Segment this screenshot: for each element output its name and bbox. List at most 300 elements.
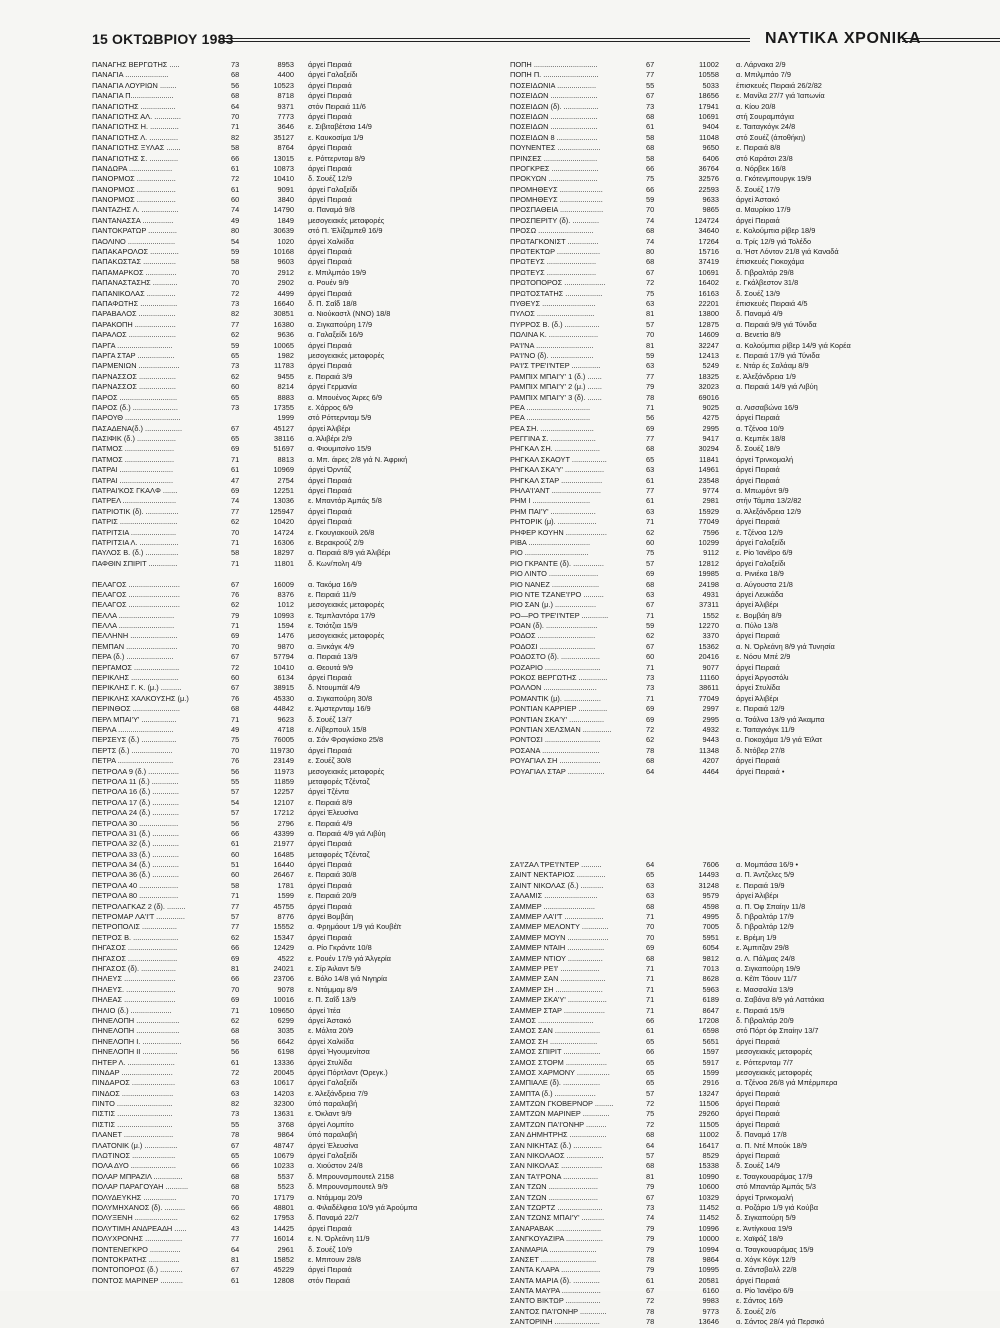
build-year: 59 [231,247,240,257]
ship-status: δ. Μπρουνσμπουτελ 2158 [308,1171,394,1181]
ship-status: ε. Ρίο Ίανέϊρο 6/9 [736,548,793,558]
build-year: 82 [231,132,240,142]
ship-name: ΣΑΝ ΤΖΩΝ ........................ [510,1192,598,1202]
ship-name: ΠΡΟΜΗΘΕΥΣ ..................... [510,195,603,205]
build-year: 75 [646,288,655,298]
build-year: 71 [231,537,240,547]
build-year: 63 [646,298,655,308]
ship-name: ΡΗΜ ΠΑΙ'Υ' ...................... [510,506,596,516]
ship-name: ΠΛΩΤΙΝΟΣ ..................... [92,1151,176,1161]
build-year: 68 [646,901,655,911]
build-year: 61 [646,122,655,132]
ship-name: ΣΑΝ ΤΖΩΝ ........................ [510,1182,598,1192]
deadweight: 30851 [273,309,294,319]
ship-name: ΡΗΓΚΑΛ ΣΗ. ...................... [510,444,600,454]
ship-name: ΡΑ'Ι'ΝΟ (δ). ..................... [510,350,594,360]
deadweight: 10994 [698,1244,719,1254]
build-year: 67 [231,652,240,662]
deadweight: 8529 [702,1151,719,1161]
ship-name: ΠΕΡΑ (δ.) ....................... [92,652,174,662]
ship-name: ΣΑΝΤΑ ΜΑΡΙΑ (δ). ............. [510,1275,600,1285]
build-year: 71 [231,454,240,464]
ship-status: ε. Βερακρούζ 2/9 [308,537,364,547]
build-year: 70 [231,111,240,121]
build-year: 67 [231,579,240,589]
ship-name: ΠΡΩΤΟΠΟΡΟΣ .................... [510,278,606,288]
ship-status: ε. Σουέζ 30/8 [308,756,352,766]
ship-status: α. Μαυρίκιο 17/9 [736,205,791,215]
ship-name: ΡΙΟ ΓΚΡΑΝΤΕ (δ). ............... [510,558,604,568]
deadweight: 4207 [702,756,719,766]
build-year: 78 [646,1317,655,1327]
build-year: 61 [646,1026,655,1036]
ship-name: ΠΡΩΤΕΥΣ ........................ [510,267,597,277]
build-year: 70 [231,1192,240,1202]
ship-name: ΠΡΩΤΕΚΤΩΡ ..................... [510,247,601,257]
ship-status: μεταφορές Τζένταζ [308,849,370,859]
ship-status: άργεί Άστακό [736,195,780,205]
deadweight: 22593 [698,184,719,194]
ship-status: α. Τσάλνα 13/9 γιά Άκαμπα [736,714,825,724]
ship-name: ΠΑΡΝΑΣΣΟΣ .................. [92,382,176,392]
deadweight: 5523 [277,1182,294,1192]
ship-status: ε. Πειραιά 12/9 [736,704,785,714]
build-year: 67 [646,600,655,610]
ship-status: δ. Σουέζ 18/9 [736,444,780,454]
ship-status: άργεί Γαλαξείδι [308,1151,358,1161]
build-year: 70 [646,922,655,932]
ship-status: άργεί Πειραιά [308,247,352,257]
ship-name: ΠΕΤΡΟΠΟΛΙΣ ................. [92,922,177,932]
deadweight: 4932 [702,725,719,734]
ship-name: ΣΑΝ ΝΙΚΟΛΑΟΣ .................. [510,1151,604,1161]
ship-status: άργεί Τζέντα [308,787,349,797]
deadweight: 10969 [273,465,294,475]
deadweight: 9091 [277,184,294,194]
deadweight: 11859 [273,776,294,786]
build-year: 63 [646,361,655,371]
build-year: 51 [231,860,240,870]
deadweight: 5033 [702,80,719,90]
ship-status: άργεί Πειραιά [736,475,780,485]
build-year: 65 [646,1036,655,1046]
build-year: 76 [231,589,240,599]
ship-status: ε. Καυκοσίμα 1/9 [308,132,364,142]
ship-status: α. Φιουμιτσίνο 15/9 [308,444,372,454]
build-year: 79 [646,1234,655,1244]
deadweight: 38611 [698,683,719,693]
ship-status: ε. Μπιλμπάο 19/9 [308,267,367,277]
ship-name: ΣΑΜΤΖΩΝ ΜΑΡΙΝΕΡ ............. [510,1109,610,1119]
ship-status: άργεί Πειραιά [308,1223,352,1233]
ship-status: μεσογειακές μεταφορές [308,215,385,225]
deadweight: 13631 [273,1109,294,1119]
ship-name: ΡΙΟ ΝΑΝΕΖ ....................... [510,579,600,589]
ship-name: ΣΑΜΜΕΡ ΜΕΛΟΝΤΥ ............. [510,922,609,932]
ship-name: ΠΡΟΣΠΕΡΙΤΥ (δ). ............. [510,215,600,225]
ship-status: α. Γκότενμπουργκ 19/9 [736,174,812,184]
deadweight: 8953 [277,60,294,69]
ship-name: ΠΕΤΡΟΛΑ 80 ................... [92,891,179,901]
ship-status: ε. Ταιταγκόγκ 24/8 [736,122,796,132]
deadweight: 2995 [702,423,719,433]
ship-name: ΠΑΤΡΙΣ ............................ [92,517,178,527]
deadweight: 14961 [698,465,719,475]
ship-status: άργεί Τρινκομαλή [736,1192,794,1202]
build-year: 68 [646,953,655,963]
deadweight: 9774 [702,486,719,496]
ship-status: μεταφορές Τζένταζ [308,776,370,786]
ship-status: ε. Πειραιά 11/9 [308,589,356,599]
ship-status: στό Μπαντάρ Άμπάς 5/3 [736,1182,817,1192]
deadweight: 14609 [698,330,719,340]
ship-status: άργεί Πειραιά • [736,766,785,776]
build-year: 72 [231,662,240,672]
ship-name: ΠΑΤΡΙΤΣΙΑ ...................... [92,527,177,537]
ship-name: ΠΑΠΑΜΑΡΚΟΣ ............... [92,267,177,277]
build-year: 59 [231,340,240,350]
deadweight: 6160 [702,1286,719,1296]
ship-status: άργεί Τρινκομαλή [736,454,794,464]
build-year: 70 [231,984,240,994]
ship-name: ΡΗΓΚΑΛ ΣΤΑΡ .................... [510,475,603,485]
ship-name: ΠΟΝΤΕΝΕΓΚΡΟ ............... [92,1244,181,1254]
ship-status: α. Ρινιέκα 18/9 [736,569,784,579]
build-year: 72 [231,1067,240,1077]
deadweight: 10410 [273,174,294,184]
ship-name: ΠΕΡΙΝΘΟΣ ....................... [92,704,180,714]
ship-name: ΠΡΟΓΚΡΕΣ ....................... [510,163,599,173]
ship-status: ε. Τζένοα 12/9 [736,527,783,537]
ship-status: ε. Λίβερπουλ 15/8 [308,725,367,734]
deadweight: 13015 [273,153,294,163]
deadweight: 1982 [277,350,294,360]
build-year: 60 [231,382,240,392]
ship-name: ΠΑΝΑΓΙΩΤΗΣ Σ. .............. [92,153,179,163]
deadweight: 14493 [698,870,719,880]
build-year: 66 [231,943,240,953]
deadweight: 10617 [273,1078,294,1088]
build-year: 65 [646,1078,655,1088]
ship-status: α. Ήστ Λόντον 21/8 γιά Καναδά [736,247,839,257]
ship-status: α. Χιούστον 24/8 [308,1161,363,1171]
deadweight: 5249 [702,361,719,371]
ship-name: ΣΑΜΜΕΡ ΜΟΥΝ .................... [510,932,609,942]
build-year: 56 [231,1036,240,1046]
ship-name: ΠΑΝΤΑΝΑΣΣΑ ............... [92,215,174,225]
build-year: 67 [231,1265,240,1275]
ship-status: δ. Μπρουνσμπουτελ 9/9 [308,1182,388,1192]
deadweight: 9603 [277,257,294,267]
ship-status: α. Π. Ντέ Μπούκ 18/9 [736,1140,807,1150]
ship-name: ΠΡΩΤΕΥΣ ........................ [510,257,597,267]
build-year: 61 [231,163,240,173]
ship-name: ΠΑΝΑΓΙΩΤΗΣ ΞΥΛΑΣ ....... [92,143,181,153]
deadweight: 10299 [698,537,719,547]
deadweight: 2916 [702,1078,719,1088]
ship-name: ΠΕΤΡΟΣ Β. ...................... [92,932,179,942]
ship-status: άργεί Πειραιά [736,1088,780,1098]
ship-status: α. Γαλαξείδι 16/9 [308,330,364,340]
build-year: 68 [646,226,655,236]
ship-status: α. Χόγκ Κόγκ 12/9 [736,1254,796,1264]
ship-status: α. Άλεξάνδρεια 12/9 [736,506,801,516]
ship-name: ΣΑΜΠΤΑ (δ.) .................... [510,1088,596,1098]
build-year: 73 [231,298,240,308]
deadweight: 12413 [698,350,719,360]
deadweight: 29260 [698,1109,719,1119]
deadweight: 51697 [273,444,294,454]
ship-status: ε. Ντάμμαμ 8/9 [308,984,358,994]
ship-status: ε. Πειραιά 30/8 [308,870,357,880]
ship-name: ΡΗΛΑ'Ι'ΑΝΤ ........................ [510,486,601,496]
ship-status: άργεί Πειραιά [308,361,352,371]
ship-name: ΠΑΠΑΦΩΤΗΣ .................. [92,298,178,308]
deadweight: 13247 [698,1088,719,1098]
ship-status: α. Ρίο Ίανέϊρο 6/9 [736,1286,794,1296]
build-year: 68 [231,1026,240,1036]
build-year: 69 [646,423,655,433]
deadweight: 9633 [702,195,719,205]
deadweight: 10065 [273,340,294,350]
ship-status: άργεί Πειραιά [736,215,780,225]
build-year: 71 [646,963,655,973]
deadweight: 11801 [273,558,294,568]
deadweight: 30294 [698,444,719,454]
ship-status: άργεί Γαλαξείδι [736,558,786,568]
deadweight: 9812 [702,953,719,963]
ship-status: άργεί Ίτέα [308,1005,341,1015]
ship-status: ε. Γκουγιακουίλ 26/8 [308,527,375,537]
deadweight: 24198 [698,579,719,589]
build-year: 65 [231,350,240,360]
build-year: 62 [231,600,240,610]
ship-status: άργεί Όρντάζ [308,465,352,475]
ship-name: ΠΑΤΡΑΙ .......................... [92,465,174,475]
ship-name: ΠΑΡΑΛΟΣ ....................... [92,330,176,340]
ship-status: α. Μομπάσα 16/9 • [736,860,799,870]
ship-name: ΠΑΝΟΡΜΟΣ ................... [92,195,176,205]
ship-status: ε. Ταιταγκόγκ 11/9 [736,725,795,734]
build-year: 68 [231,1182,240,1192]
build-year: 75 [231,735,240,745]
deadweight: 35127 [273,132,294,142]
ship-name: ΠΗΤΕΡ Λ. ....................... [92,1057,175,1067]
ship-name: ΣΑΜΜΕΡ ΝΤΑΙΗ .................. [510,943,605,953]
ship-name: ΣΑΝΤΟΣ ΠΑ'Ι'ΟΝΗΡ ............. [510,1306,607,1316]
deadweight: 9417 [702,434,719,444]
build-year: 70 [646,330,655,340]
deadweight: 4464 [702,766,719,776]
ship-status: στό Καράτσι 23/8 [736,153,793,163]
ship-status: α. Τζένοα 26/8 γιά Μπέρμπερα [736,1078,838,1088]
build-year: 63 [646,465,655,475]
ship-status: άργεί Πειραιά [308,163,352,173]
ship-status: α. Σαβάνα 8/9 γιά Λαττάκια [736,995,825,1005]
build-year: 59 [646,350,655,360]
deadweight: 36764 [698,163,719,173]
ship-status: ε. Βόλο 14/8 γιά Νιγηρία [308,974,388,984]
ship-status: άργεί Γαλαξείδι [736,537,786,547]
ship-name: ΣΑΝΓΚΟΥΑΖΙΡΑ .................. [510,1234,603,1244]
deadweight: 5537 [277,1171,294,1181]
ship-status: ε. Σιβιταβέτσια 14/9 [308,122,372,132]
ship-name: ΠΟΛΑ ΔΥΟ ...................... [92,1161,176,1171]
ship-name: ΣΑΝ ΤΑ'Ι'ΡΟΝΑ ................. [510,1171,599,1181]
ship-status: ε. Πειραιά 8/9 [308,797,353,807]
ship-status: α. Ν. Όρλεάνη 8/9 γιά Τυνησία [736,641,835,651]
ship-name: ΡΟΥΑΓΙΑΛ ΣΤΑΡ .................. [510,766,605,776]
build-year: 81 [231,1254,240,1264]
ship-status: α. Σάντσβαλλ 22/8 [736,1265,797,1275]
build-year: 81 [646,309,655,319]
ship-status: μεσογειακές μεταφορές [308,766,385,776]
build-year: 64 [646,860,655,870]
build-year: 69 [646,943,655,953]
ship-name: ΣΑΜΟΣ ΣΠΙΡΙΤ .................. [510,1047,601,1057]
build-year: 65 [646,870,655,880]
build-year: 67 [646,267,655,277]
build-year: 71 [646,974,655,984]
build-year: 68 [231,1171,240,1181]
build-year: 69 [231,953,240,963]
ship-name: ΠΡΟΣΠΑΘΕΙΑ ..................... [510,205,604,215]
ship-name: ΣΑΜΜΕΡ ΛΑ'Ι'Τ ................... [510,912,604,922]
deadweight: 10996 [698,1223,719,1233]
build-year: 71 [646,662,655,672]
build-year: 75 [646,1109,655,1119]
ship-status: άργεί Γαλαξείδι [308,70,358,80]
ship-status: ε. Ρόττερνταμ 8/9 [308,153,366,163]
deadweight: 1599 [702,1067,719,1077]
deadweight: 9636 [277,330,294,340]
ship-status: άργεί Πειραιά [308,932,352,942]
ship-status: άργεί Άλιβέρι [736,891,779,901]
build-year: 61 [231,839,240,849]
ship-name: ΠΟΣΕΙΔΩΝ ....................... [510,111,598,121]
build-year: 73 [646,1202,655,1212]
ship-status: άργεί Χαλκίδα [308,236,354,246]
ship-status: άργεί Πειραιά [736,413,780,423]
deadweight: 1599 [277,891,294,901]
build-year: 81 [231,963,240,973]
deadweight: 10600 [698,1182,719,1192]
ship-name: ΠΟΛΥΔΕΥΚΗΣ ................ [92,1192,177,1202]
ship-status: ε. Τεμπλαντόρα 17/9 [308,610,376,620]
ship-status: α. Ντάμμαμ 20/9 [308,1192,363,1202]
build-year: 68 [646,111,655,121]
ship-status: α. Φιλαδέλφεια 10/9 γιά Άρούμπα [308,1202,418,1212]
ship-status: άργεί Πειραιά [308,111,352,121]
ship-status: ε. Ν. Όρλεάνη 11/9 [308,1234,370,1244]
build-year: 72 [231,288,240,298]
build-year: 60 [231,673,240,683]
ship-status: άργεί Πειραιά [308,1265,352,1275]
build-year: 68 [646,1130,655,1140]
ship-status: άργεί Γαλαξείδι [308,1078,358,1088]
ship-status: άργεί Πειραιά [736,1151,780,1161]
build-year: 71 [646,402,655,412]
deadweight: 9870 [277,641,294,651]
deadweight: 10990 [698,1171,719,1181]
ship-name: ΠΑΠΑΚΩΣΤΑΣ ................ [92,257,176,267]
ship-status: άργεί Πειραιά [308,143,352,153]
build-year: 78 [231,1130,240,1140]
ship-name: ΡΟΝΤΟΣΙ ........................... [510,735,601,745]
build-year: 64 [646,766,655,776]
build-year: 74 [646,215,655,225]
ship-status: άργεί Πειραιά [308,506,352,516]
build-year: 66 [231,1161,240,1171]
deadweight: 12257 [273,787,294,797]
build-year: 67 [646,91,655,101]
ship-name: ΣΑΛΑΜΙΣ .......................... [510,891,598,901]
build-year: 60 [231,195,240,205]
ship-name: ΠΑΝΔΩΡΑ ..................... [92,163,173,173]
deadweight: 2995 [702,714,719,724]
deadweight: 32576 [698,174,719,184]
ship-name: ΣΑΝΤΑ ΜΑΥΡΑ ................... [510,1286,601,1296]
ship-status: στό Σουέζ (άποθήκη) [736,132,806,142]
deadweight: 5951 [702,932,719,942]
deadweight: 17953 [273,1213,294,1223]
ship-name: ΠΑΤΡΙΤΣΙΑ Λ. ................... [92,537,179,547]
ship-name: ΠΕΤΡΟΛΑ 40 ................... [92,880,179,890]
build-year: 71 [231,621,240,631]
build-year: 77 [231,901,240,911]
ship-name: ΣΑΝ ΝΙΚΟΛΑΣ .................... [510,1161,603,1171]
ship-name: ΠΕΤΡΟΛΑ 24 (δ.) ............. [92,808,179,818]
ship-name: ΠΟΛΑΡ ΜΠΡΑΖΙΛ .............. [92,1171,183,1181]
ship-status: ε. Γκάλβεστον 31/8 [736,278,799,288]
ship-name: ΠΗΝΕΛΟΠΗ Ι. ................... [92,1036,182,1046]
deadweight: 13336 [273,1057,294,1067]
deadweight: 4995 [702,912,719,922]
deadweight: 48747 [273,1140,294,1150]
ship-status: α. Νιούκαστλ (ΝΝΟ) 18/8 [308,309,391,319]
build-year: 62 [231,932,240,942]
deadweight: 7005 [702,922,719,932]
build-year: 78 [646,1254,655,1264]
ship-status: α. Λάρνακα 2/9 [736,60,786,69]
ship-status: α. Κέϊπ Τάουν 11/7 [736,974,797,984]
deadweight: 1552 [702,610,719,620]
build-year: 57 [231,808,240,818]
ship-name: ΠΗΓΑΣΟΣ (δ). ................. [92,963,176,973]
build-year: 68 [646,143,655,153]
ship-status: άργεί Πόρτλαντ (Όρεγκ.) [308,1067,388,1077]
deadweight: 8813 [277,454,294,464]
ship-name: ΠΗΛΕΑΣ ......................... [92,995,176,1005]
build-year: 68 [231,70,240,80]
ship-name: ΠΕΤΡΟΛΑ 11 (δ.) ............. [92,776,179,786]
ship-status: δ. Παναμά 4/9 [736,309,783,319]
deadweight: 23149 [273,756,294,766]
ship-status: α. Μπωμόντ 9/9 [736,486,789,496]
deadweight: 13800 [698,309,719,319]
ship-status: μεσογειακές μεταφορές [308,350,385,360]
ship-name: ΠΟΠΗ Π. ........................... [510,70,599,80]
ship-status: άργεί Πειραιά [308,745,352,755]
build-year: 65 [646,1067,655,1077]
ship-status: α. Λισσαβώνα 16/9 [736,402,799,412]
ship-status: α. Πειραιά 8/9 γιά Άλιβέρι [308,548,391,558]
ship-name: ΡΟΑΝ (δ). ......................... [510,621,598,631]
ship-status: α. Τακόμα 16/9 [308,579,357,589]
build-year: 61 [231,184,240,194]
deadweight: 9077 [702,662,719,672]
ship-name: ΠΕΛΑΓΟΣ ......................... [92,589,180,599]
